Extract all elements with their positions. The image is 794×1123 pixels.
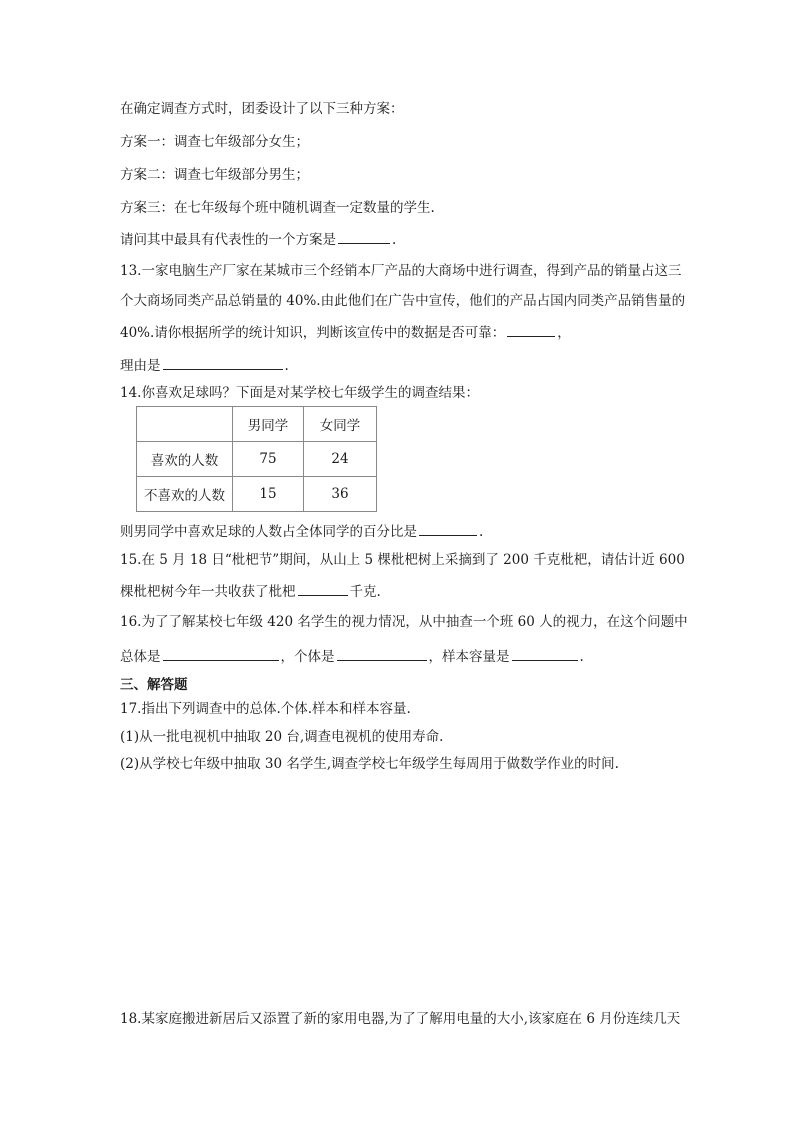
question-13-reason-label: 理由是 (120, 358, 161, 374)
plan-two: 方案二：调查七年级部分男生； (120, 167, 309, 183)
table-cell: 女同学 (304, 407, 377, 442)
question-15-line-2-text: 棵枇杷树今年一共收获了枇杷 (120, 584, 296, 600)
answer-blank[interactable] (507, 322, 555, 337)
punctuation: . (479, 524, 484, 540)
answer-blank[interactable] (512, 646, 578, 661)
answer-blank[interactable] (163, 646, 279, 661)
unit-text: 千克. (349, 584, 381, 600)
question-13-line-3 (120, 322, 571, 342)
punctuation: . (579, 649, 584, 665)
plan-one: 方案一：调查七年级部分女生； (120, 134, 309, 150)
question-14-follow-up (120, 521, 483, 541)
question-12-ask-text: 请问其中最具有代表性的一个方案是 (120, 232, 336, 248)
table-cell: 36 (304, 477, 377, 512)
question-16-line-1: 16.为了了解某校七年级 420 名学生的视力情况，从中抽查一个班 60 人的视力，在这个问题中 (120, 614, 688, 630)
punctuation: . (392, 232, 397, 248)
punctuation: ， (557, 325, 571, 341)
answer-blank[interactable] (338, 229, 390, 244)
question-12-ask (120, 229, 396, 249)
table-cell: 喜欢的人数 (137, 442, 233, 477)
answer-blank[interactable] (163, 355, 283, 370)
sample-size-label: ，样本容量是 (428, 649, 510, 665)
question-16-line-2 (120, 646, 584, 666)
question-13-line-2: 个大商场同类产品总销量的 40%.由此他们在广告中宣传，他们的产品占国内同类产品销售量的 (120, 293, 686, 309)
table-row (137, 442, 377, 477)
survey-table (136, 406, 377, 512)
question-17-part-1: (1)从一批电视机中抽取 20 台,调查电视机的使用寿命. (120, 729, 444, 745)
table-header-row (137, 407, 377, 442)
question-17-part-2: (2)从学校七年级中抽取 30 名学生,调查学校七年级学生每周用于做数学作业的时间. (120, 756, 619, 772)
population-label: 总体是 (120, 649, 161, 665)
answer-blank[interactable] (337, 646, 427, 661)
question-15-line-1: 15.在 5 月 18 日“枇杷节”期间，从山上 5 棵枇杷树上采摘到了 200 千克枇杷，请估计近 600 (120, 552, 685, 568)
question-18-text: 18.某家庭搬进新居后又添置了新的家用电器,为了了解用电量的大小,该家庭在 6 月份连续几天 (120, 1011, 681, 1027)
question-15-line-2 (120, 581, 381, 601)
punctuation: . (284, 358, 289, 374)
answer-blank[interactable] (419, 521, 477, 536)
question-14-follow-up-text: 则男同学中喜欢足球的人数占全体同学的百分比是 (120, 524, 417, 540)
section-heading: 三、解答题 (120, 677, 188, 693)
table-cell: 15 (233, 477, 304, 512)
question-13-line-4 (120, 355, 289, 375)
individual-label: ，个体是 (280, 649, 335, 665)
intro-text: 在确定调查方式时，团委设计了以下三种方案： (120, 101, 404, 117)
question-17-text: 17.指出下列调查中的总体.个体.样本和样本容量. (120, 701, 411, 717)
table-cell: 75 (233, 442, 304, 477)
question-13-line-3-text: 40%.请你根据所学的统计知识，判断该宣传中的数据是否可靠： (120, 325, 506, 341)
table-cell (137, 407, 233, 442)
table-cell: 不喜欢的人数 (137, 477, 233, 512)
question-14-text: 14.你喜欢足球吗？下面是对某学校七年级学生的调查结果： (120, 385, 479, 401)
question-13-line-1: 13.一家电脑生产厂家在某城市三个经销本厂产品的大商场中进行调查，得到产品的销量占这三 (120, 263, 682, 279)
answer-blank[interactable] (298, 581, 348, 596)
table-row (137, 477, 377, 512)
table-cell: 男同学 (233, 407, 304, 442)
plan-three: 方案三：在七年级每个班中随机调查一定数量的学生. (120, 200, 435, 216)
table-cell: 24 (304, 442, 377, 477)
